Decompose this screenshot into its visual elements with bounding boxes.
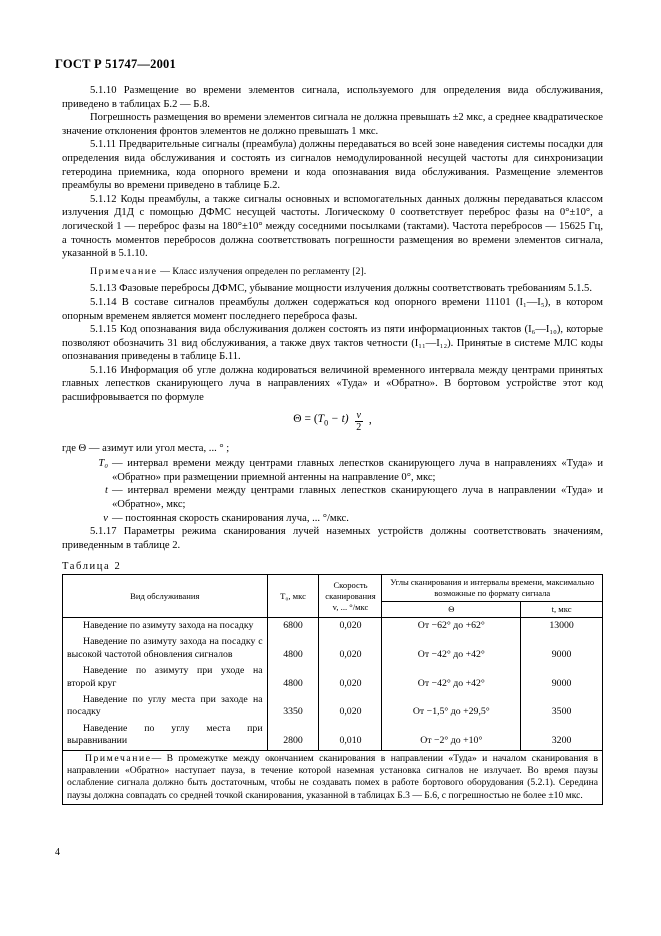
table-row: Наведение по углу места при выравнивании 2800 0,010 От −2° до +10° 3200 — [63, 721, 603, 750]
paragraph-5-1-13: 5.1.13 Фазовые перебросы ДФМС, убывание мощности излучения должны соответствовать требованиям 5.1.5. — [90, 283, 592, 295]
definition-T0: T₀ — интервал времени между центрами главных лепестков сканирующего луча в направлениях «Туда» и «Обратно» при размещении приемной антенны на направление 0°, мкс; — [98, 458, 603, 483]
definition-v: v — постоянная скорость сканирования луча, ... °/мкс. — [103, 512, 349, 524]
table-caption: Таблица 2 — [62, 561, 122, 572]
definition-t: t — интервал времени между центрами главных лепестков сканирующего луча в направлении «Туда» и «Обратно», мкс; — [105, 485, 603, 511]
paragraph-5-1-10: 5.1.10 Размещение во времени элементов сигнала, используемого для определения вида обслуживания, приведено в таблицах Б.2 — Б.8. — [62, 85, 603, 110]
paragraph-5-1-10-error: Погрешность размещения во времени элементов сигнала не должна превышать ±2 мкс, а среднее квадратическое значение отклонения фронтов элементов не должно превышать 1 мкс. — [62, 112, 603, 137]
paragraph-5-1-14: 5.1.14 В составе сигналов преамбулы должен содержаться код опорного времени 11101 (I₁—I₅), в котором опорным временем является момент последнего переброса фазы. — [62, 296, 603, 322]
page-number: 4 — [55, 847, 60, 858]
table-note-row — [63, 750, 603, 805]
angle-formula: $\Theta = (T_0 - t)$ $\frac{v}{2}$ , — [293, 409, 372, 433]
table-note: Примечание— В промежутке между окончанием сканирования в направлении «Туда» и началом сканирования в направлении «Обратно» наступает пауза, в течение которой наземная установка сигналов не излучает. Во время паузы ослабление сигнала должно быть достаточным, чтобы не создавать помех в работе бортового оборудования (5.2.1). Середина паузы должна совпадать со средней точкой сканирования, указанной в таблицах Б.3 — Б.6, с погрешностью не более ±10 мкс. — [63, 750, 603, 805]
table-row: Наведение по азимуту захода на посадку 6800 0,020 От −62° до +62° 13000 — [63, 618, 603, 635]
paragraph-5-1-11: 5.1.11 Предварительные сигналы (преамбула) должны передаваться во всей зоне наведения системы посадки для определения вида обслуживания и состоять из сигналов немодулированной несущей частоты для синхронизации гетеродина приемника, кода опорного времени и кода опознавания вида обслуживания. Размещение элементов преамбулы во времени приведено в таблице Б.2. — [62, 139, 603, 192]
note-emission-class — [62, 265, 603, 279]
paragraph-5-1-17: 5.1.17 Параметры режима сканирования лучей наземных устройств должны соответствовать значениям, приведенным в таблице 2. — [62, 526, 603, 551]
document-body — [62, 84, 603, 552]
note-text: — Класс излучения определен по регламенту [2]. — [160, 265, 367, 277]
table-row: Наведение по азимуту захода на посадку с высокой частотой обновления сигналов 4800 0,020 От −42° до +42° 9000 — [63, 634, 603, 663]
note-label: Примечание — [90, 265, 158, 277]
header-t: t, мкс — [521, 602, 603, 618]
header-theta: Θ — [382, 602, 521, 618]
table-row: Наведение по углу места при заходе на посадку 3350 0,020 От −1,5° до +29,5° 3500 — [63, 692, 603, 721]
header-t0: T₀, мкс — [267, 575, 319, 618]
formula-lhs: $\Theta = (T_0 - t)$ — [293, 412, 349, 427]
header-speed: Скорость сканирования v, ... °/мкс — [319, 575, 382, 618]
formula-where: где Θ — азимут или угол места, ... ° ; — [62, 442, 230, 454]
formula-fraction: $\frac{v}{2}$ — [356, 409, 362, 433]
document-header: ГОСТ Р 51747—2001 — [55, 57, 176, 71]
paragraph-5-1-15: 5.1.15 Код опознавания вида обслуживания должен состоять из пяти информационных тактов (I₆—I₁₀), которые позволяют обозначить 31 вид обслуживания, а также двух тактов четности (I₁₁—I₁₂). Принятые в системе МЛС коды опознавания приведены в таблице Б.11. — [62, 324, 603, 363]
table-2 — [62, 574, 603, 805]
table-row: Наведение по азимуту при уходе на второй круг 4800 0,020 От −42° до +42° 9000 — [63, 663, 603, 692]
paragraph-5-1-16: 5.1.16 Информация об угле должна кодироваться величиной временного интервала между центрами принятых главных лепестков сканирующего луча в направлениях «Туда» и «Обратно». В бортовом устройстве этот код расшифровывается по формуле — [62, 364, 603, 404]
header-angles: Углы сканирования и интервалы времени, максимально возможные по формату сигнала — [382, 575, 603, 602]
header-mode: Вид обслуживания — [63, 575, 268, 618]
formula-definitions — [62, 457, 603, 525]
paragraph-5-1-12: 5.1.12 Коды преамбулы, а также сигналы основных и вспомогательных данных должны передаваться классом излучения Д1Д с помощью ДФМС несущей частоты. Логическому 0 соответствует переброс фазы на 0°±10°, а логической 1 — переброс фазы на 180°±10° между соседними посылками (тактами). Частота перебросов — 15625 Гц, а точность моментов перебросов должна соответствовать погрешности размещения во времени элементов сигнала, указанной в 5.1.10. — [62, 193, 603, 260]
